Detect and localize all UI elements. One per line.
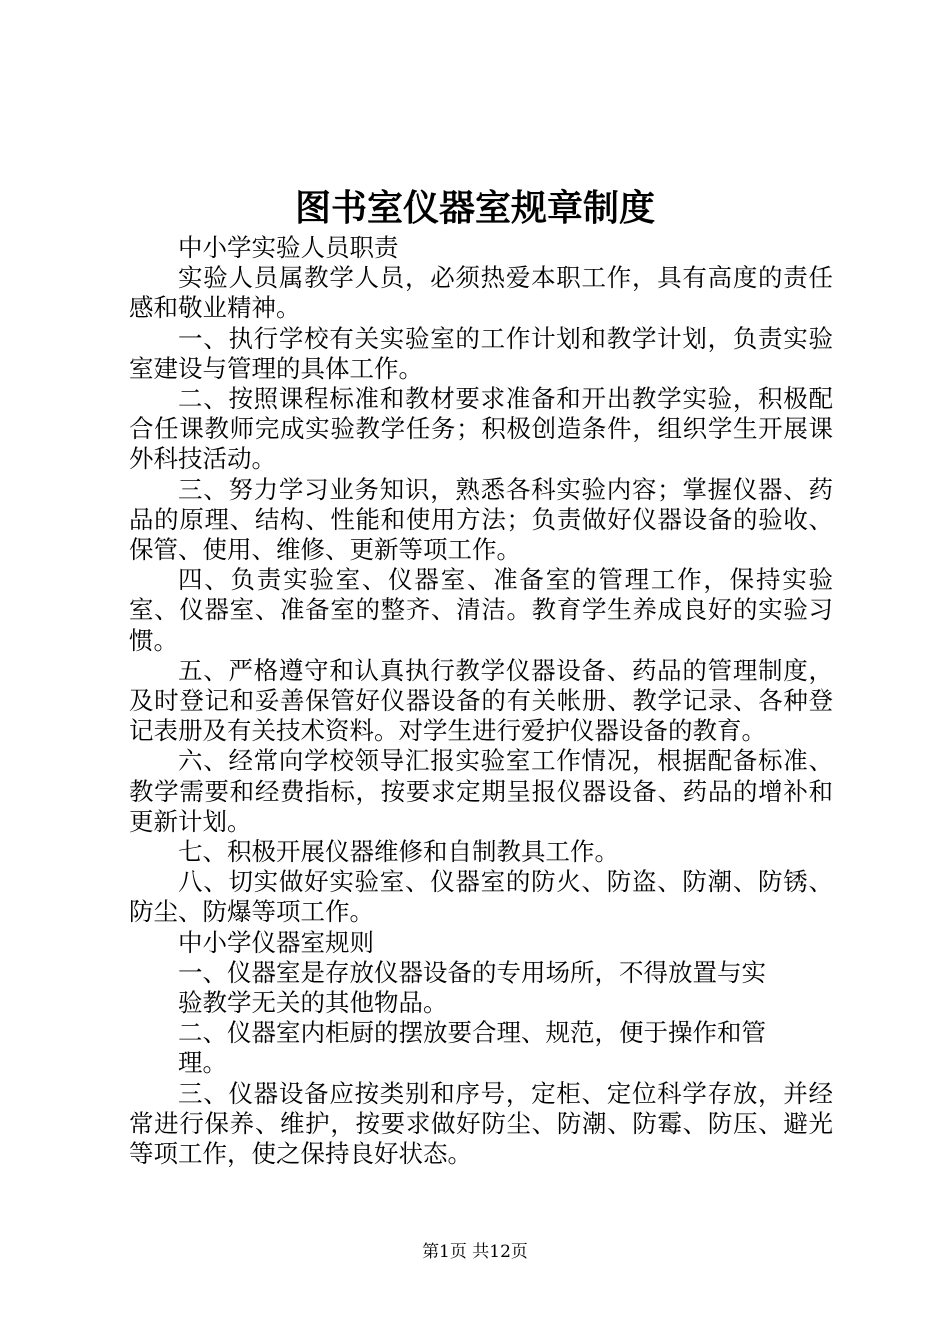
paragraph: 二、仪器室内柜厨的摆放要合理、规范，便于操作和管理。 xyxy=(178,1018,766,1078)
paragraph: 七、积极开展仪器维修和自制教具工作。 xyxy=(178,837,619,867)
paragraph: 三、仪器设备应按类别和序号，定柜、定位科学存放，并经常进行保养、维护，按要求做好防尘、防潮、防霉、防压、避光等项工作，使之保持良好状态。 xyxy=(129,1078,833,1169)
page-number-footer: 第1页 共12页 xyxy=(422,1242,528,1262)
paragraph: 一、执行学校有关实验室的工作计划和教学计划，负责实验室建设与管理的具体工作。 xyxy=(129,323,833,383)
paragraph: 四、负责实验室、仪器室、准备室的管理工作，保持实验室、仪器室、准备室的整齐、清洁。教育学生养成良好的实验习惯。 xyxy=(129,565,833,655)
paragraph: 五、严格遵守和认真执行教学仪器设备、药品的管理制度，及时登记和妥善保管好仪器设备的有关帐册、教学记录、各种登记表册及有关技术资料。对学生进行爱护仪器设备的教育。 xyxy=(129,655,833,746)
paragraph: 三、努力学习业务知识，熟悉各科实验内容；掌握仪器、药品的原理、结构、性能和使用方法；负责做好仪器设备的验收、保管、使用、维修、更新等项工作。 xyxy=(129,474,833,565)
paragraph: 实验人员属教学人员，必须热爱本职工作，具有高度的责任感和敬业精神。 xyxy=(129,263,833,323)
section-heading-instrument-room-rules: 中小学仪器室规则 xyxy=(178,927,374,957)
document-body xyxy=(129,233,833,1169)
paragraph: 一、仪器室是存放仪器设备的专用场所，不得放置与实验教学无关的其他物品。 xyxy=(178,957,766,1018)
paragraph: 六、经常向学校领导汇报实验室工作情况，根据配备标准、教学需要和经费指标，按要求定期呈报仪器设备、药品的增补和更新计划。 xyxy=(129,746,833,836)
document-title: 图书室仪器室规章制度 xyxy=(294,187,655,229)
paragraph: 八、切实做好实验室、仪器室的防火、防盗、防潮、防锈、防尘、防爆等项工作。 xyxy=(129,867,833,927)
section-heading-lab-staff-duties: 中小学实验人员职责 xyxy=(178,233,399,262)
paragraph: 二、按照课程标准和教材要求准备和开出教学实验，积极配合任课教师完成实验教学任务；积极创造条件，组织学生开展课外科技活动。 xyxy=(129,384,833,474)
